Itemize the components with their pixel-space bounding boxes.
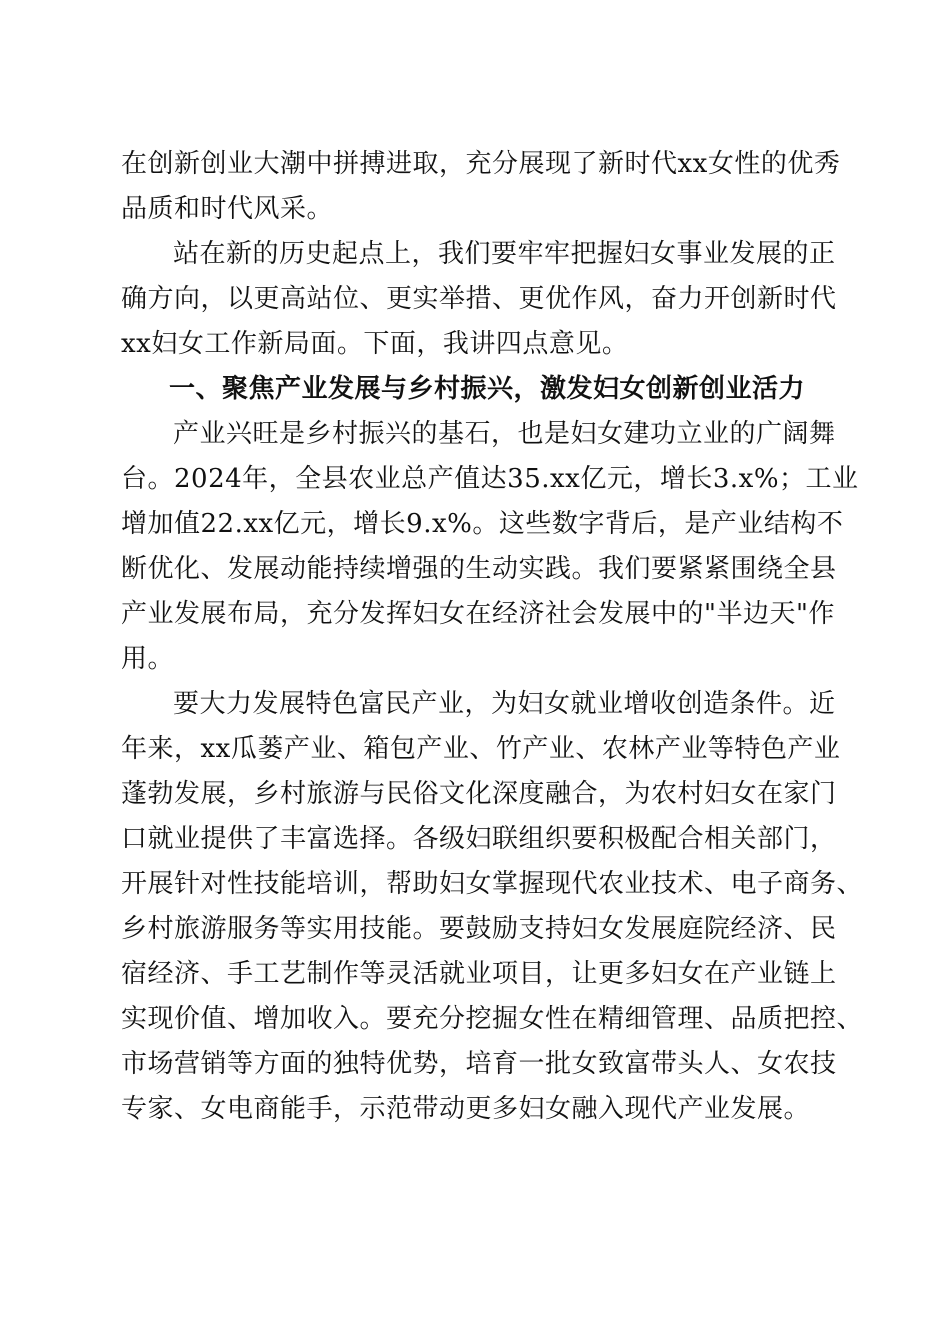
text-line: 确方向，以更高站位、更实举措、更优作风，奋力开创新时代 — [121, 284, 837, 314]
text-line: 在创新创业大潮中拼搏进取，充分展现了新时代xx女性的优秀 — [121, 149, 841, 179]
text-line: 要大力发展特色富民产业，为妇女就业增收创造条件。近 — [173, 689, 836, 719]
paragraph — [121, 412, 859, 682]
text-line: 站在新的历史起点上，我们要牢牢把握妇女事业发展的正 — [173, 239, 836, 269]
text-line: 用。 — [121, 644, 175, 674]
text-line: 市场营销等方面的独特优势，培育一批女致富带头人、女农技 — [121, 1049, 837, 1079]
text-line: 宿经济、手工艺制作等灵活就业项目，让更多妇女在产业链上 — [121, 959, 837, 989]
text-line: 专家、女电商能手，示范带动更多妇女融入现代产业发展。 — [121, 1094, 811, 1124]
text-line: 实现价值、增加收入。要充分挖掘女性在精细管理、品质把控、 — [121, 1004, 864, 1034]
heading-line: 一、聚焦产业发展与乡村振兴，激发妇女创新创业活力 — [169, 374, 806, 404]
text-line: 产业兴旺是乡村振兴的基石，也是妇女建功立业的广阔舞 — [173, 419, 836, 449]
paragraph — [121, 232, 837, 367]
text-line: 品质和时代风采。 — [121, 194, 334, 224]
text-line: 断优化、发展动能持续增强的生动实践。我们要紧紧围绕全县 — [121, 554, 837, 584]
text-line: 乡村旅游服务等实用技能。要鼓励支持妇女发展庭院经济、民 — [121, 914, 837, 944]
text-line: 产业发展布局，充分发挥妇女在经济社会发展中的"半边天"作 — [121, 599, 835, 629]
text-line: 增加值22.xx亿元，增长9.x%。这些数字背后，是产业结构不 — [121, 509, 844, 539]
text-line: xx妇女工作新局面。下面，我讲四点意见。 — [121, 329, 629, 359]
text-line: 开展针对性技能培训，帮助妇女掌握现代农业技术、电子商务、 — [121, 869, 864, 899]
section-heading — [121, 367, 837, 412]
text-line: 台。2024年，全县农业总产值达35.xx亿元，增长3.x%；工业 — [121, 464, 859, 494]
paragraph — [121, 682, 864, 1132]
text-line: 口就业提供了丰富选择。各级妇联组织要积极配合相关部门， — [121, 824, 837, 854]
text-line: 年来，xx瓜蒌产业、箱包产业、竹产业、农林产业等特色产业 — [121, 734, 841, 764]
text-line: 蓬勃发展，乡村旅游与民俗文化深度融合，为农村妇女在家门 — [121, 779, 837, 809]
paragraph-continued — [121, 142, 841, 232]
document-body — [121, 142, 864, 1132]
